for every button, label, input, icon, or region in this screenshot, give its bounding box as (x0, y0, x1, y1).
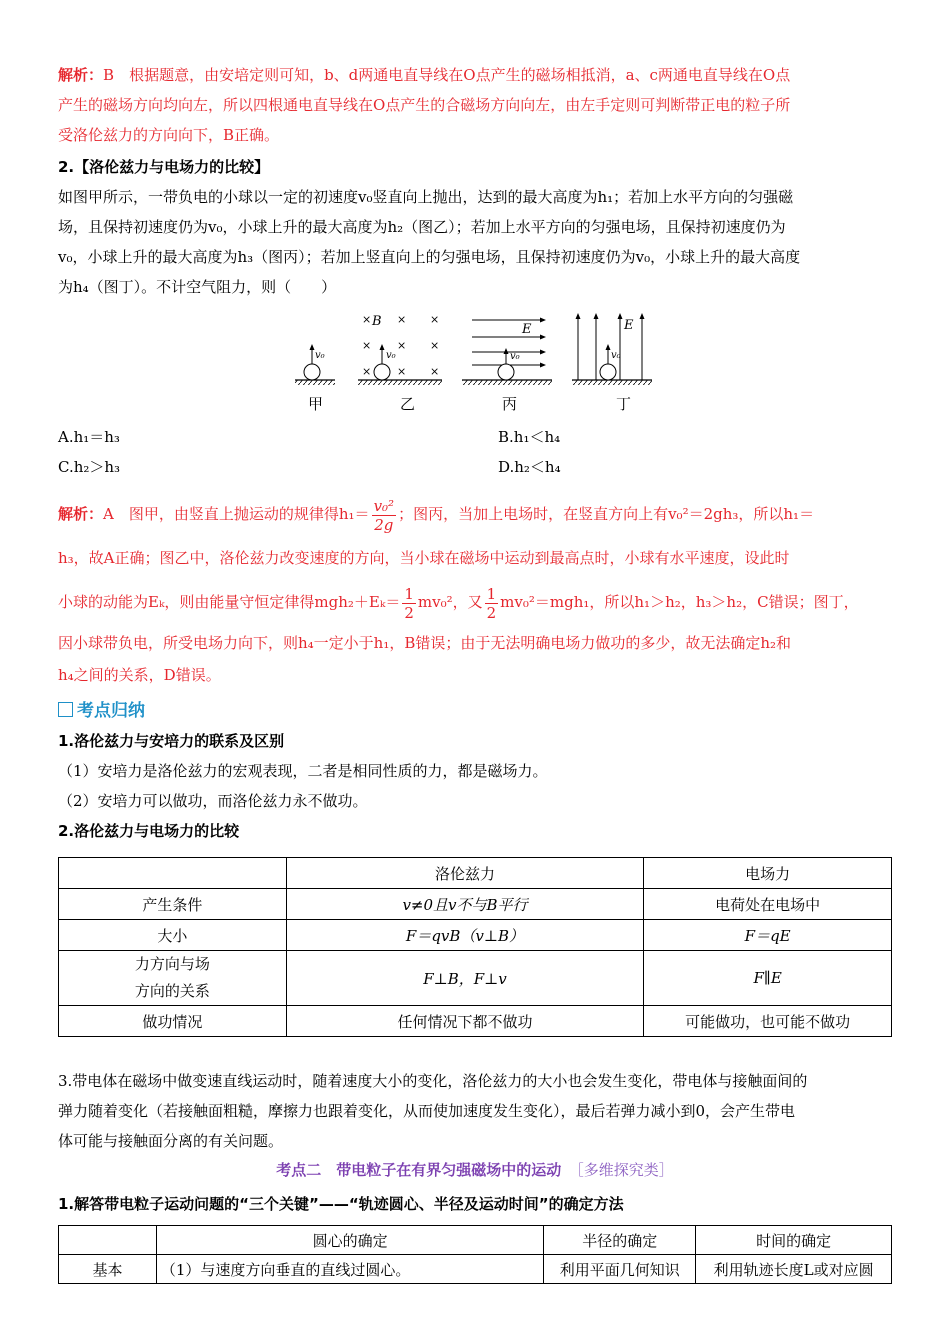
fig-label-ding: 丁 (616, 395, 632, 413)
table-row: 产生条件 v≠0且v不与B平行 电荷处在电场中 (59, 889, 892, 920)
cross-mark: × (430, 313, 440, 326)
analysis-2-text: 图甲，由竖直上抛运动的规律得h₁＝ (128, 505, 370, 523)
summary-heading-1: 1.洛伦兹力与安培力的联系及区别 (58, 732, 285, 750)
analysis-2-text: 小球的动能为Eₖ，则由能量守恒定律得mgh₂＋Eₖ＝ (58, 593, 401, 611)
analysis-1-line-2: 产生的磁场方向均向左，所以四根通电直导线在O点产生的合磁场方向向左，由左手定则可判断带正电的粒子所 (58, 96, 791, 114)
table-header-row: 圆心的确定 半径的确定 时间的确定 (59, 1226, 892, 1255)
cross-mark: × (362, 339, 372, 352)
cross-mark: × (397, 339, 407, 352)
v0-label: v₀ (315, 350, 325, 361)
v0-label: v₀ (386, 350, 396, 361)
field-e-label: E (624, 318, 634, 333)
comparison-table (58, 857, 892, 1037)
cross-mark: × (397, 365, 407, 378)
question-2-title: 2.【洛伦兹力与电场力的比较】 (58, 158, 270, 176)
cross-mark: × (397, 313, 407, 326)
analysis-label: 解析： (58, 505, 104, 523)
method-table (58, 1225, 892, 1284)
topic-2-heading: 1.解答带电粒子运动问题的“三个关键”——“轨迹圆心、半径及运动时间”的确定方法 (58, 1195, 624, 1213)
analysis-1 (58, 60, 892, 150)
fraction-half: $\frac{1}{2}$ (404, 584, 414, 622)
analysis-2-text: ；图丙，当加上电场时，在竖直方向上有v₀²＝2gh₃，所以h₁＝ (398, 505, 815, 523)
analysis-answer: B (103, 66, 115, 84)
field-b-label: B (372, 314, 382, 329)
question-2-line-2: 场，且保持初速度仍为v₀，小球上升的最大高度为h₂（图乙）；若加上水平方向的匀强电场，且保持初速度仍为 (58, 218, 786, 236)
checkbox-icon (58, 702, 73, 717)
analysis-label: 解析： (58, 66, 104, 84)
summary (58, 696, 892, 846)
question-2 (58, 152, 892, 302)
summary-para-3: 3.带电体在磁场中做变速直线运动时，随着速度大小的变化，洛伦兹力的大小也会发生变化，带电体与接触面间的 弹力随着变化（若接触面粗糙，摩擦力也跟着变化，从而使加速度发生变化），最后若弹力减小到0，会产生带电 体可能与接触面分离的有关问题。 (58, 1072, 808, 1150)
cross-mark: × (430, 365, 440, 378)
field-e-label: E (522, 322, 532, 337)
topic-tag: ［多维探究类］ (576, 1161, 674, 1179)
figure-panels (290, 305, 670, 415)
table-row: 大小 F＝qvB（v⊥B） F＝qE (59, 920, 892, 951)
fraction-half: $\frac{1}{2}$ (486, 584, 497, 622)
fig-label-jia: 甲 (308, 395, 324, 413)
cross-mark: × (362, 365, 372, 378)
v0-label: v₀ (510, 351, 520, 362)
analysis-2-line-5: h₄之间的关系，D错误。 (58, 666, 221, 684)
table-row: 力方向与场 方向的关系 F⊥B，F⊥v F∥E (59, 951, 892, 1006)
question-2-line-1: 如图甲所示，一带负电的小球以一定的初速度v₀竖直向上抛出，达到的最大高度为h₁；若加上水平方向的匀强磁 (58, 188, 794, 206)
fig-label-bing: 丙 (502, 395, 518, 413)
table-header-row: 洛伦兹力 电场力 (59, 858, 892, 889)
analysis-2-text: mv₀²＝mgh₁，所以h₁＞h₂，h₃＞h₂，C错误；图丁， (500, 593, 859, 611)
option-d[interactable]: D.h₂＜h₄ (498, 458, 561, 476)
analysis-1-line-1: 根据题意，由安培定则可知，b、d两通电直导线在O点产生的磁场相抵消，a、c两通电直导线在O点 (129, 66, 791, 84)
question-2-line-3: v₀，小球上升的最大高度为h₃（图丙）；若加上竖直向上的匀强电场，且保持初速度仍为v₀，小球上升的最大高度 (58, 248, 801, 266)
summary-heading-2: 2.洛伦兹力与电场力的比较 (58, 822, 240, 840)
analysis-2-line-2: h₃，故A正确；图乙中，洛伦兹力改变速度的方向，当小球在磁场中运动到最高点时，小球有水平速度，设此时 (58, 549, 790, 567)
figure-yi (358, 313, 442, 385)
summary-para-2: （2）安培力可以做功，而洛伦兹力永不做功。 (58, 792, 368, 810)
figure-jia (295, 344, 335, 385)
figure-bing (462, 318, 552, 386)
v0-label: v₀ (611, 350, 621, 361)
fraction: $\frac{\text{v₀²}}{2g}$ (373, 496, 395, 534)
option-b[interactable]: B.h₁＜h₄ (498, 428, 561, 446)
table-row: 做功情况 任何情况下都不做功 可能做功，也可能不做功 (59, 1006, 892, 1037)
analysis-2-line-4: 因小球带负电，所受电场力向下，则h₄一定小于h₁，B错误；由于无法明确电场力做功的多少，故无法确定h₂和 (58, 634, 792, 652)
summary-para-1: （1）安培力是洛伦兹力的宏观表现，二者是相同性质的力，都是磁场力。 (58, 762, 548, 780)
analysis-2-text: mv₀²，又 (417, 593, 483, 611)
cross-mark: × (362, 313, 372, 326)
fig-label-yi: 乙 (400, 395, 416, 413)
question-2-line-4: 为h₄（图丁）。不计空气阻力，则（ ） (58, 278, 337, 296)
analysis-1-line-3: 受洛伦兹力的方向向下，B正确。 (58, 126, 280, 144)
analysis-2 (58, 490, 892, 690)
analysis-answer: A (103, 505, 114, 523)
options (58, 422, 892, 482)
option-c[interactable]: C.h₂＞h₃ (58, 458, 121, 476)
summary-title: 考点归纳 (58, 696, 892, 726)
option-a[interactable]: A.h₁＝h₃ (58, 428, 120, 446)
table-row: 基本 （1）与速度方向垂直的直线过圆心。 利用平面几何知识 利用轨迹长度L或对应圆 (59, 1255, 892, 1284)
cross-mark: × (430, 339, 440, 352)
figure-ding (572, 313, 652, 385)
topic-2-title: 考点二 带电粒子在有界匀强磁场中的运动 ［多维探究类］ (276, 1161, 674, 1179)
